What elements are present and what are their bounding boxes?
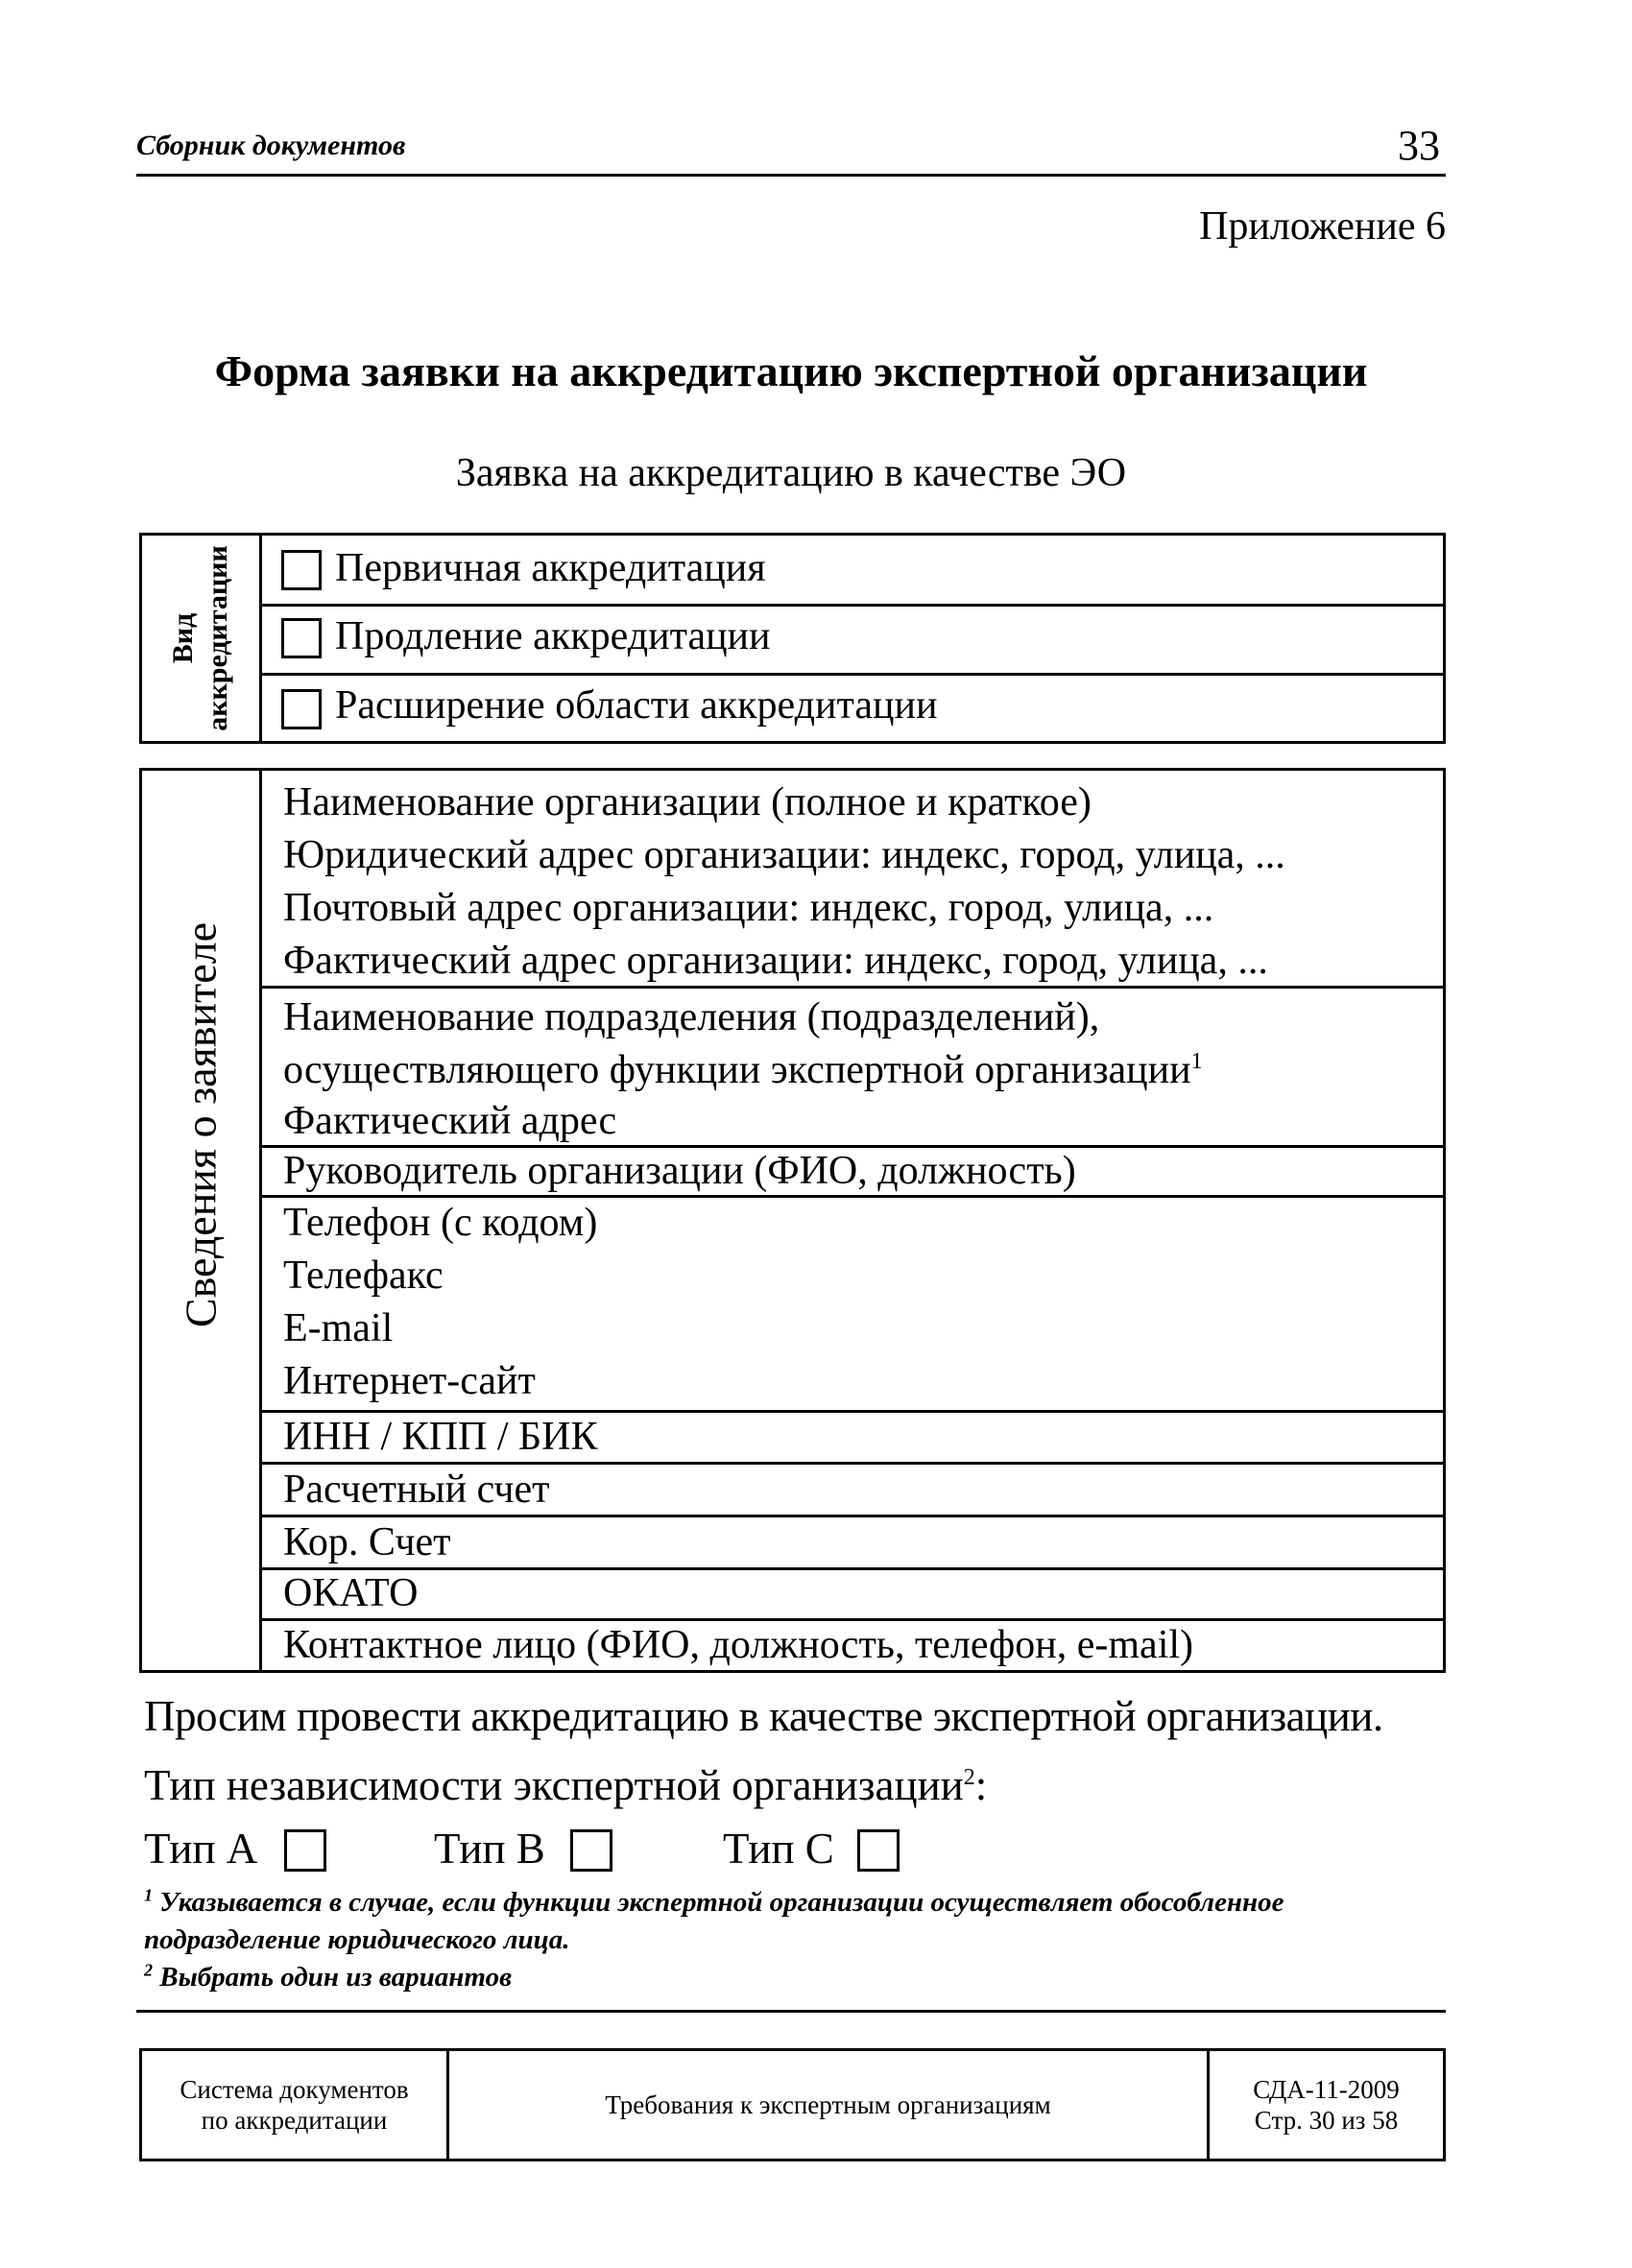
field-label: ИНН / КПП / БИК: [283, 1415, 598, 1459]
type-c-label: Тип С: [723, 1825, 834, 1873]
independence-label-colon: :: [974, 1761, 988, 1809]
footnote-ref: 1: [1190, 1049, 1203, 1074]
footnote-1-continued: подразделение юридического лица.: [144, 1924, 570, 1955]
footnote-text: Выбрать один из вариантов: [159, 1962, 513, 1993]
accreditation-option-label: Первичная аккредитация: [335, 546, 766, 590]
independence-label-text: Тип независимости экспертной организации: [144, 1761, 964, 1809]
field-label: Наименование подразделения (подразделений),: [283, 995, 1100, 1039]
request-statement: Просим провести аккредитацию в качестве экспертной организации.: [144, 1692, 1383, 1740]
field-label: Расчетный счет: [283, 1468, 550, 1512]
footer-code-cell: [1210, 2051, 1443, 2159]
footnote-2: [144, 1962, 512, 1993]
accreditation-scope-checkbox[interactable]: [281, 689, 322, 729]
independence-type-label: [144, 1760, 987, 1810]
page-number: 33: [1398, 122, 1440, 169]
accreditation-option-row[interactable]: [262, 604, 1443, 673]
field-label: Наименование организации (полное и краткое): [283, 780, 1092, 824]
footer-title-cell: [449, 2051, 1210, 2159]
footer-doc-title: Требования к экспертным организациям: [605, 2090, 1051, 2119]
field-label: Юридический адрес организации: индекс, город, улица, ...: [283, 833, 1285, 877]
applicant-side-label: [142, 771, 262, 1670]
footnote-ref: 2: [963, 1765, 975, 1790]
field-label: E-mail: [283, 1306, 394, 1350]
field-label: Контактное лицо (ФИО, должность, телефон, e-mail): [283, 1623, 1194, 1667]
document-footer: [139, 2048, 1446, 2161]
head-of-org-field[interactable]: [262, 1145, 1443, 1195]
inn-kpp-bik-field[interactable]: [262, 1410, 1443, 1462]
footer-rule: [136, 2010, 1446, 2013]
accreditation-type-side-label: [142, 536, 262, 741]
footer-page-info: Стр. 30 из 58: [1254, 2106, 1399, 2135]
form-subtitle: Заявка на аккредитацию в качестве ЭО: [455, 451, 1127, 495]
okato-field[interactable]: [262, 1567, 1443, 1618]
applicant-info-table: [139, 768, 1446, 1673]
contacts-field[interactable]: [262, 1195, 1443, 1410]
header-rule: [136, 174, 1446, 177]
side-label-line2: аккредитации: [202, 545, 233, 731]
field-label: осуществляющего функции экспертной организации: [283, 1048, 1191, 1092]
type-b-checkbox[interactable]: [570, 1829, 612, 1872]
footer-doc-code: СДА-11-2009: [1253, 2075, 1400, 2104]
accreditation-option-row[interactable]: [262, 673, 1443, 741]
settlement-account-field[interactable]: [262, 1462, 1443, 1515]
running-header-title: Сборник документов: [136, 130, 406, 161]
type-b-label: Тип В: [434, 1825, 545, 1873]
applicant-side-label-text: Сведения о заявителе: [176, 921, 226, 1327]
accreditation-option-label: Расширение области аккредитации: [335, 683, 938, 728]
footer-system-line1: Система документов: [180, 2075, 409, 2104]
footer-system-line2: по аккредитации: [201, 2106, 388, 2135]
field-label: Телефакс: [283, 1253, 444, 1298]
accreditation-type-table: [139, 533, 1446, 744]
field-label: Телефон (с кодом): [283, 1201, 598, 1245]
type-c-checkbox[interactable]: [857, 1829, 900, 1872]
accreditation-option-row[interactable]: [262, 536, 1443, 604]
field-label: Фактический адрес: [283, 1099, 617, 1143]
field-label: Интернет-сайт: [283, 1359, 536, 1403]
footnote-text: Указывается в случае, если функции экспертной организации осуществляет обособленное: [159, 1887, 1284, 1918]
accreditation-option-label: Продление аккредитации: [335, 614, 771, 658]
accreditation-extension-checkbox[interactable]: [281, 618, 322, 658]
type-a-label: Тип А: [144, 1825, 258, 1873]
footer-system-cell: [142, 2051, 449, 2159]
appendix-label: Приложение 6: [1199, 204, 1446, 249]
field-label: Фактический адрес организации: индекс, город, улица, ...: [283, 939, 1268, 983]
footnote-mark: 1: [144, 1885, 153, 1905]
accreditation-primary-checkbox[interactable]: [281, 550, 322, 590]
side-label-line1: Вид: [167, 612, 199, 664]
footnote-mark: 2: [144, 1960, 153, 1980]
contact-person-field[interactable]: [262, 1618, 1443, 1670]
org-name-address-field[interactable]: [262, 771, 1443, 986]
page-title: Форма заявки на аккредитацию экспертной организации: [214, 346, 1368, 395]
correspondent-account-field[interactable]: [262, 1515, 1443, 1567]
field-label: Почтовый адрес организации: индекс, город, улица, ...: [283, 886, 1214, 930]
type-a-checkbox[interactable]: [284, 1829, 326, 1872]
field-label: Кор. Счет: [283, 1520, 451, 1564]
field-label: Руководитель организации (ФИО, должность): [283, 1149, 1076, 1193]
subdivision-field[interactable]: [262, 986, 1443, 1145]
footnote-1: [144, 1887, 1284, 1919]
field-label: ОКАТО: [283, 1571, 419, 1615]
